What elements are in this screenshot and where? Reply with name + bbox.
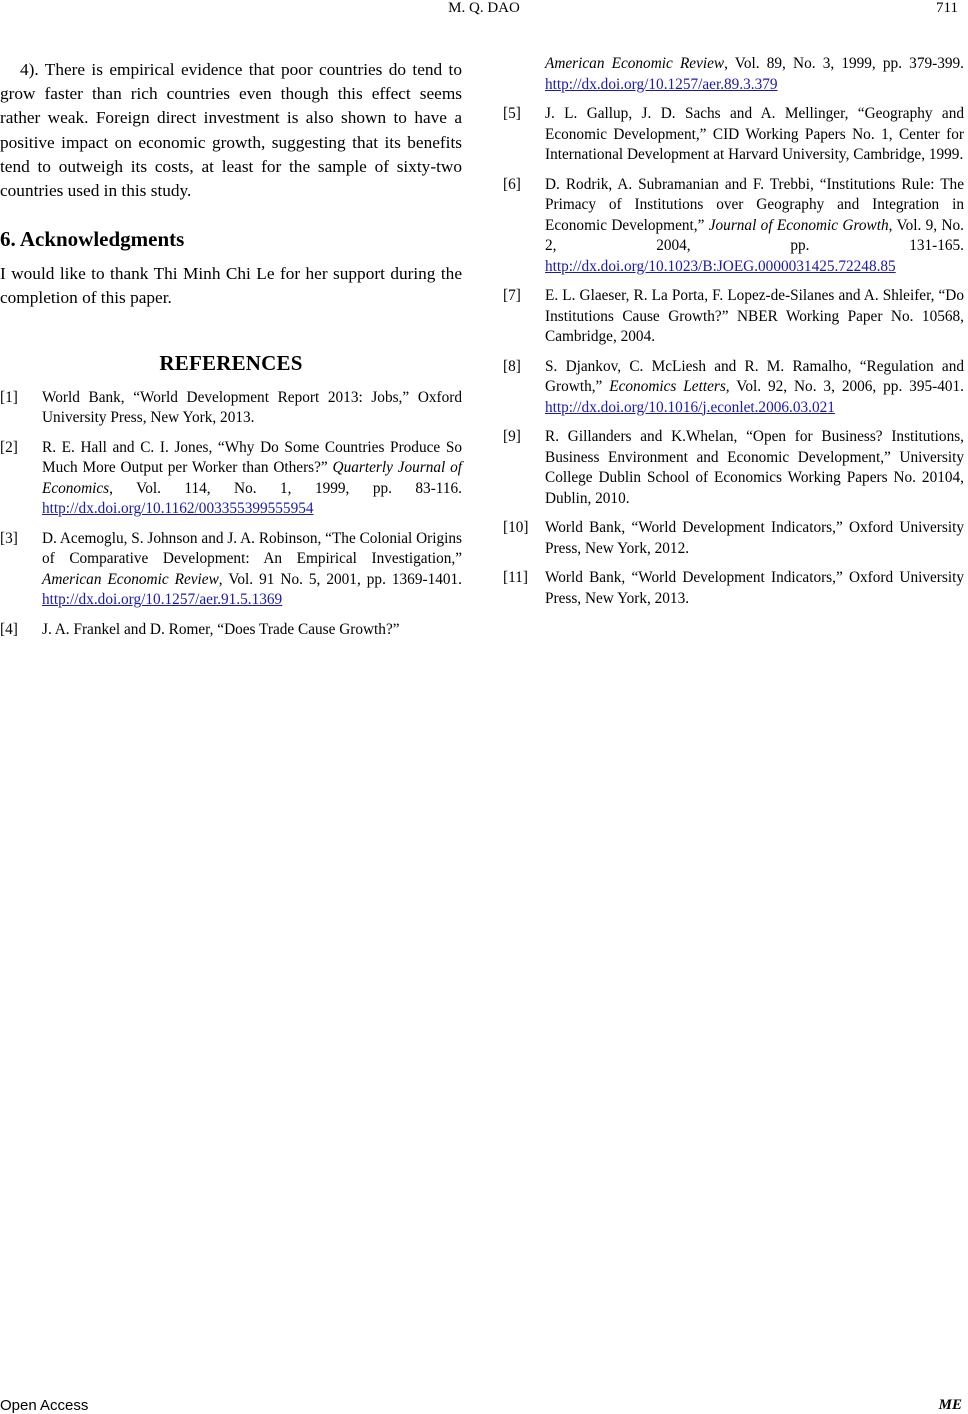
acknowledgments-text: I would like to thank Thi Minh Chi Le for her support during the completion of this paper. bbox=[0, 264, 462, 308]
reference-text bbox=[42, 438, 462, 520]
reference-item bbox=[503, 568, 964, 609]
reference-citation: J. L. Gallup, J. D. Sachs and A. Mellinger, “Geography and Economic Development,” CID Working Papers No. 1, Center for International Development at Harvard University, Cambridge, 1999. bbox=[545, 105, 964, 163]
reference-item bbox=[0, 620, 462, 641]
journal-title: American Economic Review bbox=[545, 55, 725, 72]
reference-text bbox=[545, 286, 964, 348]
reference-citation: S. Djankov, C. McLiesh and R. M. Ramalho, “Regulation and Growth,” bbox=[545, 357, 964, 395]
reference-number: [6] bbox=[503, 175, 521, 193]
reference-citation: D. Rodrik, A. Subramanian and F. Trebbi, “Institutions Rule: The Primacy of Institutions over Geography and Integration in Economic Development,” bbox=[545, 175, 964, 234]
left-column bbox=[0, 58, 462, 649]
reference-text bbox=[545, 568, 964, 609]
reference-details: , Vol. 114, No. 1, 1999, pp. 83-116. bbox=[109, 479, 462, 497]
reference-item bbox=[503, 104, 964, 166]
reference-details: , Vol. 92, No. 3, 2006, pp. 395-401. bbox=[725, 378, 964, 395]
journal-title: Economics Letters bbox=[609, 378, 726, 395]
reference-citation: World Bank, “World Development Indicators,” Oxford University Press, New York, 2012. bbox=[545, 519, 964, 557]
reference-number: [5] bbox=[503, 105, 521, 122]
reference-number: [1] bbox=[0, 388, 18, 406]
reference-item bbox=[503, 286, 964, 348]
right-column bbox=[503, 54, 964, 618]
reference-details: , Vol. 89, No. 3, 1999, pp. 379-399. bbox=[724, 55, 964, 72]
reference-citation: R. E. Hall and C. I. Jones, “Why Do Some Countries Produce So Much More Output per Worker than Others?” bbox=[42, 438, 462, 477]
reference-number: [10] bbox=[503, 519, 529, 536]
doi-link[interactable]: http://dx.doi.org/10.1023/B:JOEG.0000031425.72248.85 bbox=[545, 257, 896, 275]
doi-link[interactable]: http://dx.doi.org/10.1016/j.econlet.2006.03.021 bbox=[545, 398, 835, 416]
acknowledgments-heading: 6. Acknowledgments bbox=[0, 227, 185, 252]
journal-title: American Economic Review bbox=[42, 570, 219, 588]
reference-item bbox=[0, 388, 462, 429]
journal-title: Journal of Economic Growth bbox=[708, 216, 889, 234]
doi-link[interactable]: http://dx.doi.org/10.1162/003355399555954 bbox=[42, 500, 314, 518]
reference-details: , Vol. 9, No. 2, 2004, pp. 131-165. bbox=[545, 216, 964, 254]
reference-continuation bbox=[545, 54, 964, 95]
reference-item bbox=[503, 357, 964, 419]
reference-text bbox=[42, 388, 462, 429]
references-heading: REFERENCES bbox=[159, 350, 303, 375]
reference-text bbox=[42, 620, 462, 641]
reference-text bbox=[545, 104, 964, 166]
page-number: 711 bbox=[936, 0, 958, 16]
conclusion-paragraph: 4). There is empirical evidence that poor countries do tend to grow faster than rich countries even though this effect seems rather weak. Foreign direct investment is also shown to have a positive impact on economic growth, suggesting that its benefits tend to outweigh its costs, at least for the sample of sixty-two countries used in this study. bbox=[0, 60, 462, 201]
reference-item bbox=[503, 175, 964, 278]
reference-text bbox=[545, 175, 964, 278]
reference-item bbox=[503, 518, 964, 559]
reference-text bbox=[42, 529, 462, 611]
reference-citation: World Bank, “World Development Report 2013: Jobs,” Oxford University Press, New York, 2013. bbox=[42, 388, 462, 427]
reference-citation: R. Gillanders and K.Whelan, “Open for Business? Institutions, Business Environment and Economic Development,” University College Dublin School of Economics Working Papers No. 20104, Dublin, 2010. bbox=[545, 428, 964, 507]
reference-number: [4] bbox=[0, 620, 18, 638]
doi-link[interactable]: http://dx.doi.org/10.1257/aer.91.5.1369 bbox=[42, 591, 283, 609]
reference-number: [9] bbox=[503, 428, 521, 445]
reference-item bbox=[0, 438, 462, 520]
reference-item bbox=[503, 427, 964, 509]
reference-citation: World Bank, “World Development Indicators,” Oxford University Press, New York, 2013. bbox=[545, 569, 964, 607]
running-header-author: M. Q. DAO bbox=[448, 0, 520, 16]
reference-number: [3] bbox=[0, 529, 18, 547]
reference-number: [2] bbox=[0, 438, 18, 456]
footer-journal-abbrev: ME bbox=[938, 1397, 962, 1413]
doi-link[interactable]: http://dx.doi.org/10.1257/aer.89.3.379 bbox=[545, 75, 778, 93]
reference-number: [7] bbox=[503, 287, 521, 304]
reference-number: [8] bbox=[503, 357, 521, 375]
reference-citation: D. Acemoglu, S. Johnson and J. A. Robinson, “The Colonial Origins of Comparative Development: An Empirical Investigation,” bbox=[42, 529, 462, 568]
reference-text bbox=[545, 427, 964, 509]
reference-details: , Vol. 91 No. 5, 2001, pp. 1369-1401. bbox=[218, 570, 462, 588]
reference-citation: J. A. Frankel and D. Romer, “Does Trade Cause Growth?” bbox=[42, 620, 400, 638]
journal-title: Quarterly Journal of Economics bbox=[42, 459, 462, 497]
reference-item bbox=[0, 529, 462, 611]
reference-number: [11] bbox=[503, 569, 528, 586]
reference-text bbox=[545, 357, 964, 419]
reference-citation: E. L. Glaeser, R. La Porta, F. Lopez-de-Silanes and A. Shleifer, “Do Institutions Cause Growth?” NBER Working Paper No. 10568, Cambridge, 2004. bbox=[545, 287, 964, 345]
reference-text bbox=[545, 518, 964, 559]
footer-open-access: Open Access bbox=[0, 1397, 89, 1414]
